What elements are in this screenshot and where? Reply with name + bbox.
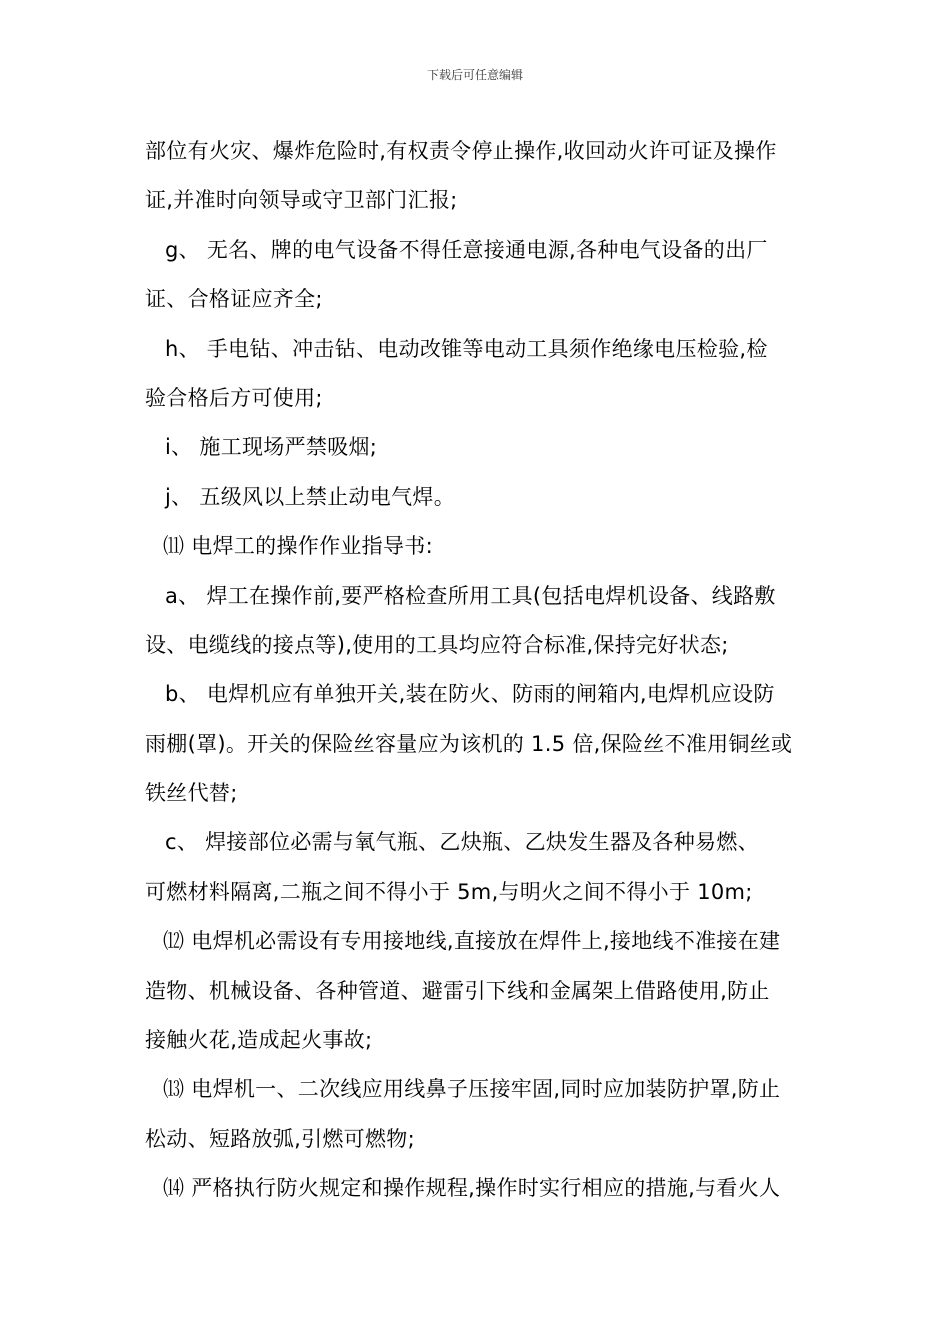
text-line: 松动、短路放弧,引燃可燃物; xyxy=(145,1126,415,1151)
text-line: b、 电焊机应有单独开关,装在防火、防雨的闸箱内,电焊机应设防 xyxy=(165,682,775,707)
text-line: 证,并准时向领导或守卫部门汇报; xyxy=(145,188,458,213)
text-line: 设、电缆线的接点等),使用的工具均应符合标准,保持完好状态; xyxy=(145,632,729,657)
text-line: 证、合格证应齐全; xyxy=(145,287,323,312)
text-line: 造物、机械设备、各种管道、避雷引下线和金属架上借路使用,防止 xyxy=(145,978,770,1003)
text-line: ⒁ 严格执行防火规定和操作规程,操作时实行相应的措施,与看火人 xyxy=(163,1176,781,1201)
text-line: i、 施工现场严禁吸烟; xyxy=(165,435,378,460)
text-line: j、 五级风以上禁止动电气焊。 xyxy=(165,484,456,509)
text-line: 铁丝代替; xyxy=(145,781,238,806)
text-line: a、 焊工在操作前,要严格检查所用工具(包括电焊机设备、线路敷 xyxy=(165,583,776,608)
text-line: c、 焊接部位必需与氧气瓶、乙炔瓶、乙炔发生器及各种易燃、 xyxy=(165,830,759,855)
text-line: 雨棚(罩)。开关的保险丝容量应为该机的 1.5 倍,保险丝不准用铜丝或 xyxy=(145,731,793,756)
text-line: 验合格后方可使用; xyxy=(145,385,323,410)
document-body xyxy=(145,127,810,1214)
text-line: 可燃材料隔离,二瓶之间不得小于 5m,与明火之间不得小于 10m; xyxy=(145,879,753,904)
text-line: 接触火花,造成起火事故; xyxy=(145,1028,373,1053)
text-line: 部位有火灾、爆炸危险时,有权责令停止操作,收回动火许可证及操作 xyxy=(145,139,777,163)
page-header: 下载后可任意编辑 xyxy=(426,68,523,82)
text-line: g、 无名、牌的电气设备不得任意接通电源,各种电气设备的出厂 xyxy=(165,237,768,262)
text-line: ⑾ 电焊工的操作作业指导书: xyxy=(163,534,433,559)
text-line: ⑿ 电焊机必需设有专用接地线,直接放在焊件上,接地线不准接在建 xyxy=(163,929,781,954)
text-line: h、 手电钻、冲击钻、电动改锥等电动工具须作绝缘电压检验,检 xyxy=(165,336,768,361)
text-line: ⒀ 电焊机一、二次线应用线鼻子压接牢固,同时应加装防护罩,防止 xyxy=(163,1077,781,1102)
